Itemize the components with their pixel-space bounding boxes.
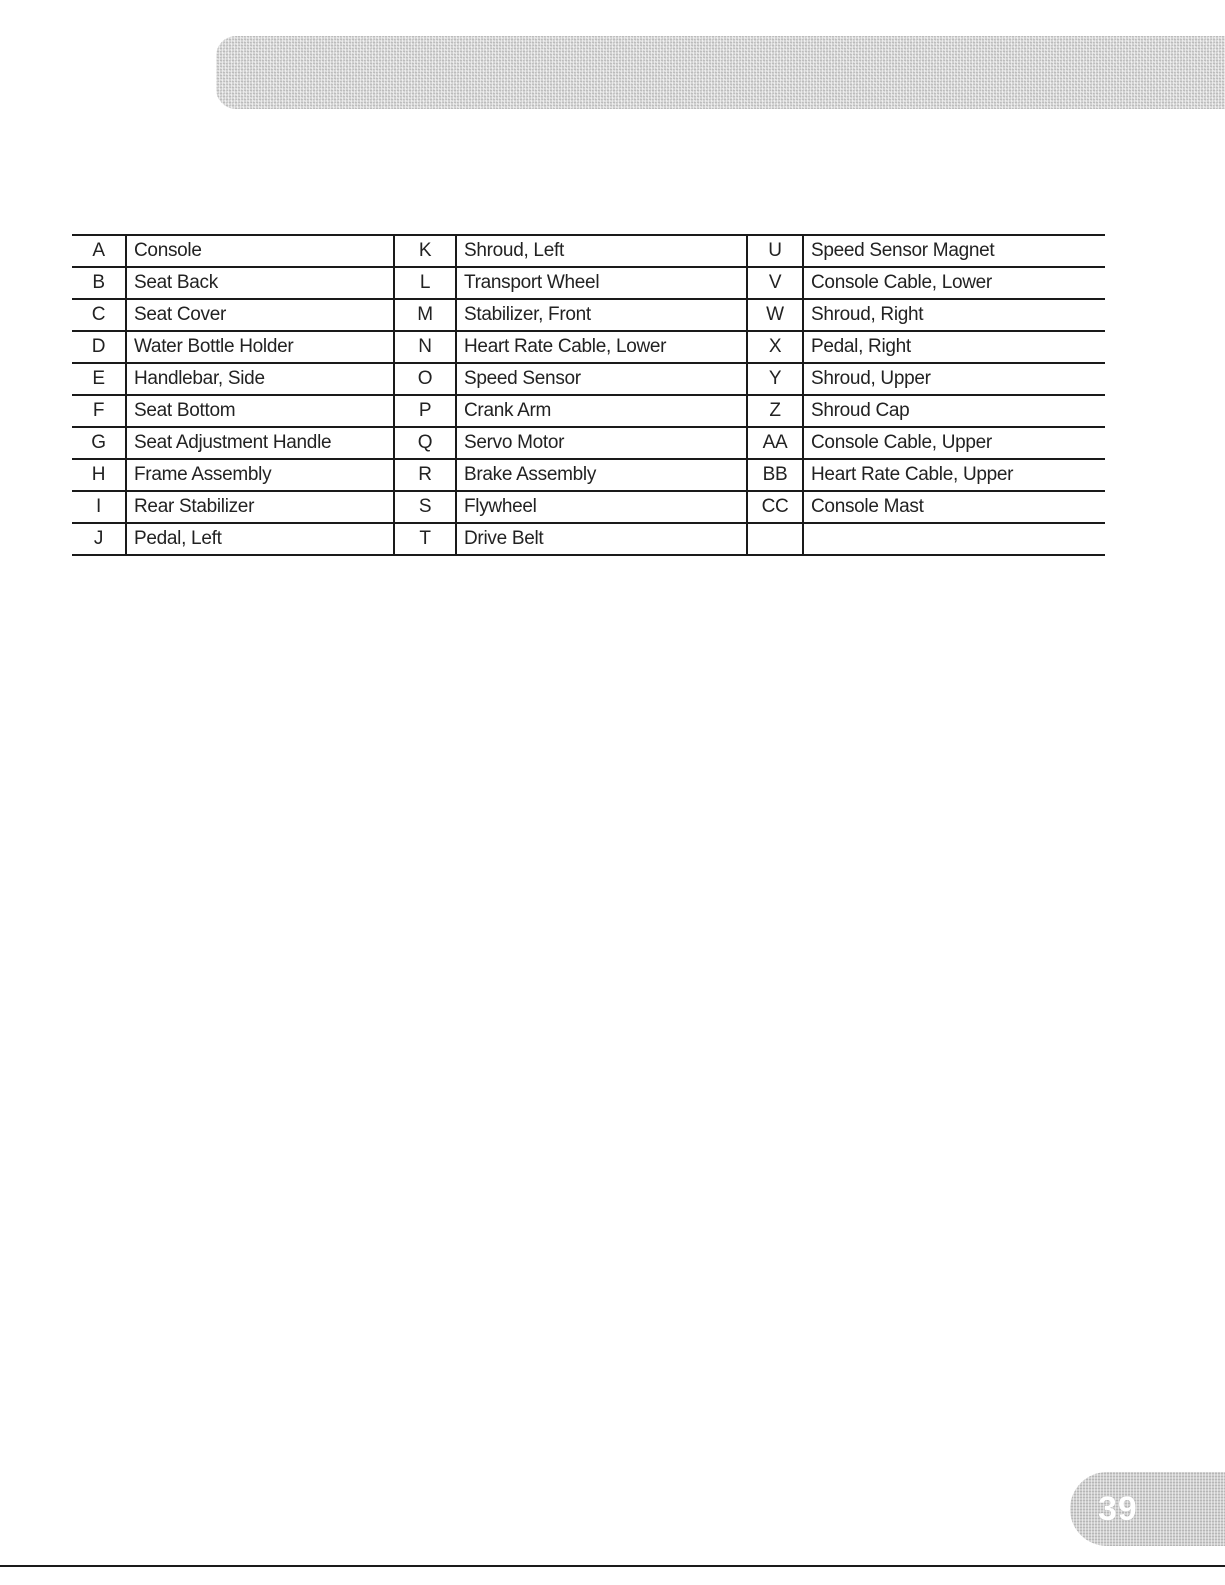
- table-row: [72, 363, 1105, 395]
- part-name: Pedal, Right: [803, 331, 1105, 363]
- part-key: S: [394, 491, 456, 523]
- part-key: CC: [747, 491, 803, 523]
- part-name: Shroud, Left: [456, 235, 747, 267]
- table-row: [72, 523, 1105, 555]
- part-key: N: [394, 331, 456, 363]
- part-key: G: [72, 427, 126, 459]
- table-row: [72, 427, 1105, 459]
- part-name: Pedal, Left: [126, 523, 394, 555]
- part-key: Z: [747, 395, 803, 427]
- part-key: K: [394, 235, 456, 267]
- part-name: Speed Sensor Magnet: [803, 235, 1105, 267]
- part-key: BB: [747, 459, 803, 491]
- parts-legend-table: [72, 234, 1105, 556]
- table-row: [72, 235, 1105, 267]
- part-name: Crank Arm: [456, 395, 747, 427]
- part-name: Seat Adjustment Handle: [126, 427, 394, 459]
- page-number: 39: [1098, 1489, 1138, 1528]
- part-key: X: [747, 331, 803, 363]
- table-row: [72, 395, 1105, 427]
- part-name: Console Mast: [803, 491, 1105, 523]
- part-key: C: [72, 299, 126, 331]
- table-row: [72, 267, 1105, 299]
- part-key: D: [72, 331, 126, 363]
- part-name: Servo Motor: [456, 427, 747, 459]
- part-name: Rear Stabilizer: [126, 491, 394, 523]
- part-name: Console Cable, Lower: [803, 267, 1105, 299]
- part-name: Speed Sensor: [456, 363, 747, 395]
- part-name: Shroud, Upper: [803, 363, 1105, 395]
- part-key: F: [72, 395, 126, 427]
- part-key: E: [72, 363, 126, 395]
- table-row: [72, 331, 1105, 363]
- header-banner: [216, 36, 1225, 109]
- page-number-badge: [1070, 1472, 1225, 1546]
- part-name: Handlebar, Side: [126, 363, 394, 395]
- part-name: Heart Rate Cable, Upper: [803, 459, 1105, 491]
- part-name: [803, 523, 1105, 555]
- part-key: W: [747, 299, 803, 331]
- part-name: Drive Belt: [456, 523, 747, 555]
- part-key: AA: [747, 427, 803, 459]
- part-name: Seat Back: [126, 267, 394, 299]
- part-name: Flywheel: [456, 491, 747, 523]
- part-key: Y: [747, 363, 803, 395]
- part-name: Brake Assembly: [456, 459, 747, 491]
- part-key: [747, 523, 803, 555]
- part-key: I: [72, 491, 126, 523]
- part-name: Heart Rate Cable, Lower: [456, 331, 747, 363]
- part-name: Seat Bottom: [126, 395, 394, 427]
- part-name: Water Bottle Holder: [126, 331, 394, 363]
- table-row: [72, 459, 1105, 491]
- table-row: [72, 491, 1105, 523]
- footer-rule: [0, 1565, 1225, 1567]
- part-name: Shroud Cap: [803, 395, 1105, 427]
- part-key: B: [72, 267, 126, 299]
- part-key: V: [747, 267, 803, 299]
- part-name: Stabilizer, Front: [456, 299, 747, 331]
- part-key: A: [72, 235, 126, 267]
- part-key: J: [72, 523, 126, 555]
- part-name: Console Cable, Upper: [803, 427, 1105, 459]
- part-name: Frame Assembly: [126, 459, 394, 491]
- part-key: T: [394, 523, 456, 555]
- table-row: [72, 299, 1105, 331]
- part-name: Console: [126, 235, 394, 267]
- part-name: Shroud, Right: [803, 299, 1105, 331]
- part-key: L: [394, 267, 456, 299]
- part-key: R: [394, 459, 456, 491]
- part-key: M: [394, 299, 456, 331]
- part-name: Transport Wheel: [456, 267, 747, 299]
- part-key: U: [747, 235, 803, 267]
- part-name: Seat Cover: [126, 299, 394, 331]
- part-key: H: [72, 459, 126, 491]
- part-key: Q: [394, 427, 456, 459]
- part-key: P: [394, 395, 456, 427]
- part-key: O: [394, 363, 456, 395]
